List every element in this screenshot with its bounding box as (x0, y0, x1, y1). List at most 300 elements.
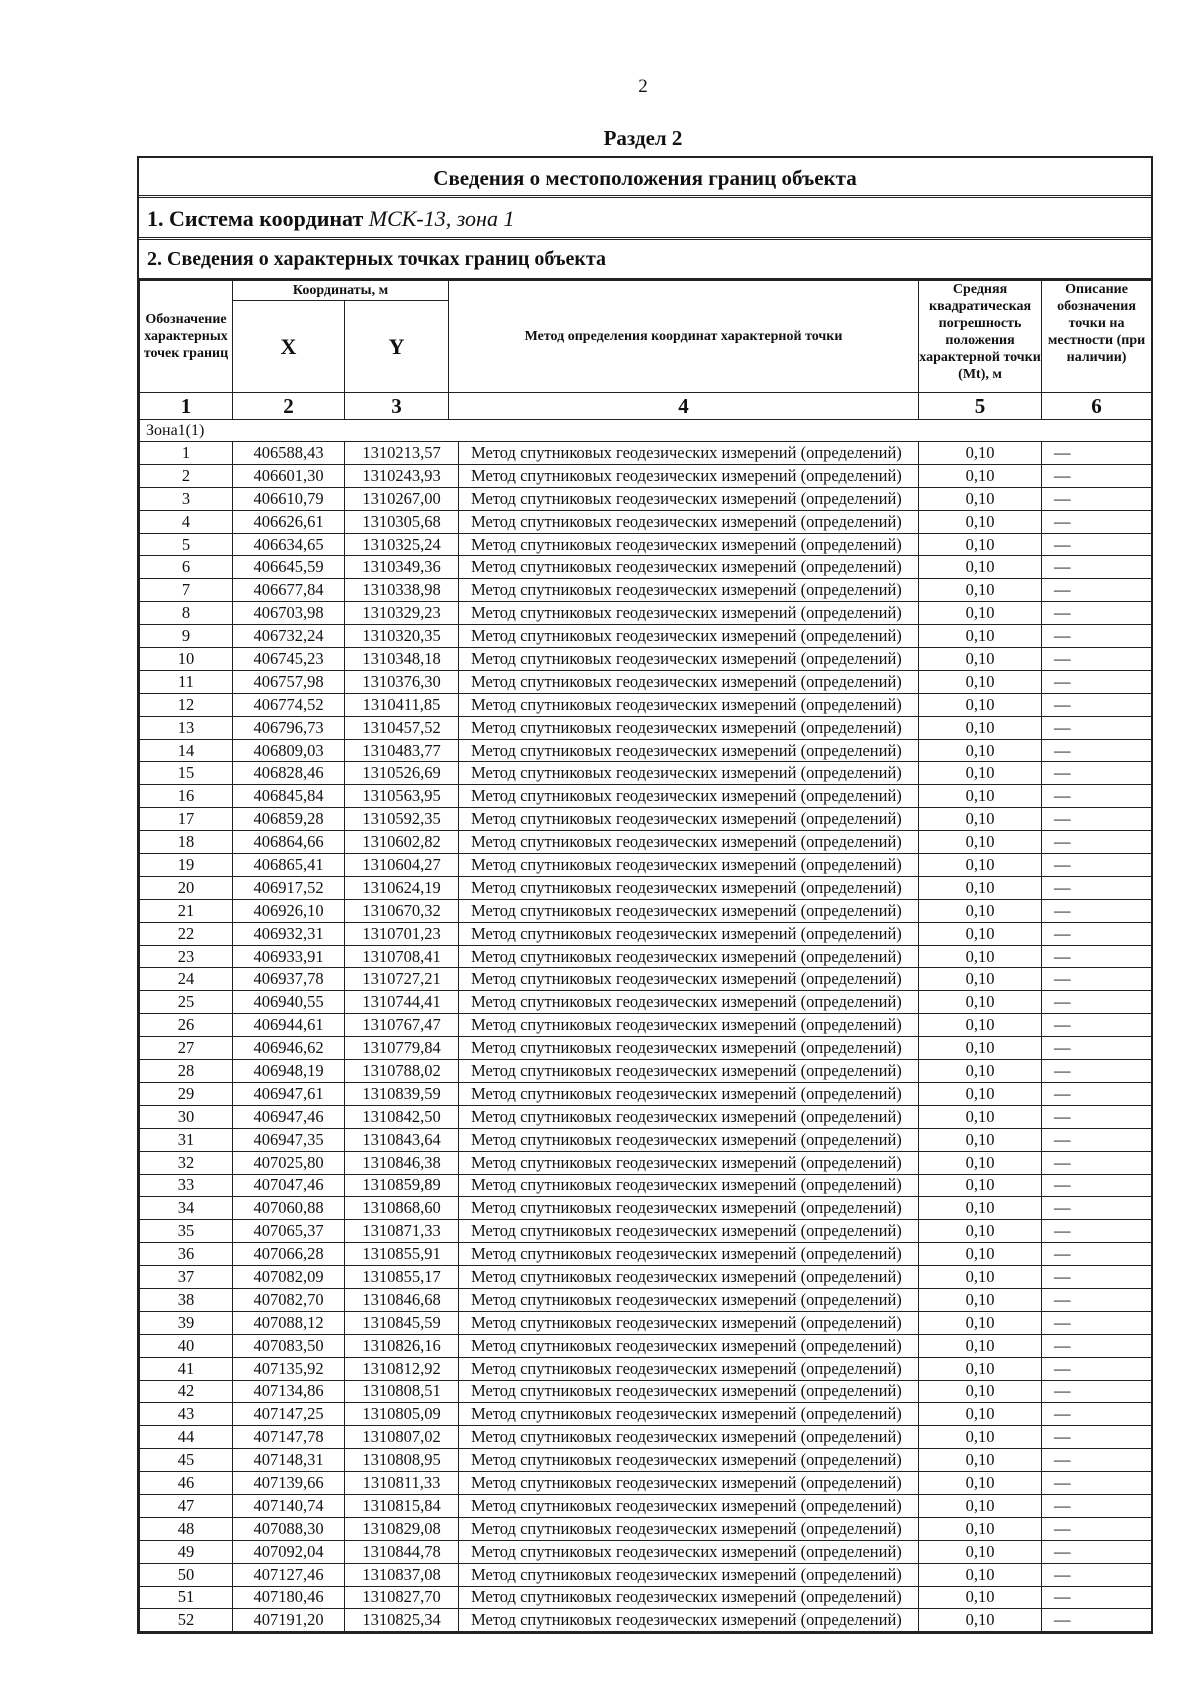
point-x: 406745,23 (233, 648, 345, 671)
point-method: Метод спутниковых геодезических измерений (определений) (459, 968, 919, 991)
point-description: — (1042, 1243, 1152, 1266)
section-title: Раздел 2 (603, 126, 683, 150)
point-description: — (1042, 533, 1152, 556)
point-number: 12 (140, 693, 233, 716)
point-number: 7 (140, 579, 233, 602)
point-number: 23 (140, 945, 233, 968)
point-error: 0,10 (919, 625, 1042, 648)
point-error: 0,10 (919, 899, 1042, 922)
point-y: 1310320,35 (345, 625, 459, 648)
table-row (140, 1266, 1152, 1289)
point-method: Метод спутниковых геодезических измерений (определений) (459, 1105, 919, 1128)
point-method: Метод спутниковых геодезических измерений (определений) (459, 533, 919, 556)
point-error: 0,10 (919, 602, 1042, 625)
table-title: Сведения о местоположения границ объекта (139, 158, 1151, 198)
table-row (140, 1311, 1152, 1334)
point-y: 1310812,92 (345, 1357, 459, 1380)
table-row (140, 487, 1152, 510)
point-y: 1310808,95 (345, 1449, 459, 1472)
point-number: 43 (140, 1403, 233, 1426)
point-method: Метод спутниковых геодезических измерений (определений) (459, 670, 919, 693)
point-x: 406601,30 (233, 464, 345, 487)
point-number: 17 (140, 808, 233, 831)
point-number: 33 (140, 1174, 233, 1197)
point-description: — (1042, 1128, 1152, 1151)
col-number-5: 5 (919, 393, 1042, 420)
point-error: 0,10 (919, 716, 1042, 739)
point-number: 13 (140, 716, 233, 739)
point-number: 45 (140, 1449, 233, 1472)
point-y: 1310826,16 (345, 1334, 459, 1357)
point-method: Метод спутниковых геодезических измерений (определений) (459, 991, 919, 1014)
point-number: 25 (140, 991, 233, 1014)
point-y: 1310563,95 (345, 785, 459, 808)
point-description: — (1042, 510, 1152, 533)
table-row (140, 1586, 1152, 1609)
point-x: 406809,03 (233, 739, 345, 762)
table-row (140, 968, 1152, 991)
point-error: 0,10 (919, 1014, 1042, 1037)
table-row (140, 1243, 1152, 1266)
point-y: 1310457,52 (345, 716, 459, 739)
table-row (140, 1563, 1152, 1586)
point-description: — (1042, 968, 1152, 991)
point-method: Метод спутниковых геодезических измерений (определений) (459, 579, 919, 602)
point-x: 407047,46 (233, 1174, 345, 1197)
point-error: 0,10 (919, 1311, 1042, 1334)
point-description: — (1042, 1014, 1152, 1037)
point-method: Метод спутниковых геодезических измерений (определений) (459, 1243, 919, 1266)
point-number: 46 (140, 1472, 233, 1495)
point-number: 27 (140, 1037, 233, 1060)
table-row (140, 739, 1152, 762)
table-row (140, 854, 1152, 877)
point-description: — (1042, 1609, 1152, 1632)
point-number: 9 (140, 625, 233, 648)
point-error: 0,10 (919, 1586, 1042, 1609)
point-description: — (1042, 991, 1152, 1014)
point-method: Метод спутниковых геодезических измерений (определений) (459, 1586, 919, 1609)
table-row (140, 1082, 1152, 1105)
table-row (140, 625, 1152, 648)
point-x: 407147,25 (233, 1403, 345, 1426)
table-row (140, 533, 1152, 556)
point-number: 16 (140, 785, 233, 808)
point-method: Метод спутниковых геодезических измерений (определений) (459, 1174, 919, 1197)
table-row (140, 556, 1152, 579)
point-y: 1310827,70 (345, 1586, 459, 1609)
point-y: 1310708,41 (345, 945, 459, 968)
point-number: 44 (140, 1426, 233, 1449)
point-method: Метод спутниковых геодезических измерений (определений) (459, 602, 919, 625)
point-y: 1310727,21 (345, 968, 459, 991)
table-row (140, 1014, 1152, 1037)
header-coordinates: Координаты, м (233, 281, 449, 301)
point-y: 1310602,82 (345, 831, 459, 854)
point-x: 406937,78 (233, 968, 345, 991)
point-error: 0,10 (919, 1037, 1042, 1060)
table-row (140, 648, 1152, 671)
point-y: 1310526,69 (345, 762, 459, 785)
point-method: Метод спутниковых геодезических измерений (определений) (459, 785, 919, 808)
table-row (140, 1403, 1152, 1426)
point-error: 0,10 (919, 1334, 1042, 1357)
header-designation: Обозначение характерных точек границ (140, 281, 233, 393)
point-error: 0,10 (919, 1266, 1042, 1289)
point-description: — (1042, 1266, 1152, 1289)
table-row (140, 442, 1152, 465)
table-row (140, 922, 1152, 945)
point-error: 0,10 (919, 1517, 1042, 1540)
point-x: 406610,79 (233, 487, 345, 510)
point-x: 406946,62 (233, 1037, 345, 1060)
point-description: — (1042, 1586, 1152, 1609)
coordinate-system-row (139, 198, 1151, 240)
page-number: 2 (638, 76, 648, 97)
point-number: 8 (140, 602, 233, 625)
point-x: 407060,88 (233, 1197, 345, 1220)
table-row (140, 693, 1152, 716)
table-row (140, 785, 1152, 808)
point-error: 0,10 (919, 945, 1042, 968)
point-method: Метод спутниковых геодезических измерений (определений) (459, 464, 919, 487)
point-x: 406645,59 (233, 556, 345, 579)
table-row (140, 1517, 1152, 1540)
point-number: 47 (140, 1494, 233, 1517)
point-method: Метод спутниковых геодезических измерений (определений) (459, 1472, 919, 1495)
table-row (140, 1197, 1152, 1220)
table-row (140, 510, 1152, 533)
point-method: Метод спутниковых геодезических измерений (определений) (459, 1403, 919, 1426)
point-description: — (1042, 876, 1152, 899)
point-x: 407135,92 (233, 1357, 345, 1380)
table-row (140, 1220, 1152, 1243)
point-description: — (1042, 762, 1152, 785)
point-number: 49 (140, 1540, 233, 1563)
point-number: 28 (140, 1060, 233, 1083)
point-y: 1310844,78 (345, 1540, 459, 1563)
table-row (140, 1151, 1152, 1174)
header-description: Описание обозначения точки на местности (при наличии) (1042, 281, 1152, 393)
point-error: 0,10 (919, 739, 1042, 762)
point-description: — (1042, 1357, 1152, 1380)
point-x: 407083,50 (233, 1334, 345, 1357)
zone-label: Зона1(1) (140, 420, 1152, 442)
point-number: 20 (140, 876, 233, 899)
point-error: 0,10 (919, 762, 1042, 785)
point-description: — (1042, 1426, 1152, 1449)
point-x: 406947,46 (233, 1105, 345, 1128)
point-number: 37 (140, 1266, 233, 1289)
point-description: — (1042, 625, 1152, 648)
point-y: 1310348,18 (345, 648, 459, 671)
point-number: 41 (140, 1357, 233, 1380)
point-description: — (1042, 1105, 1152, 1128)
point-number: 36 (140, 1243, 233, 1266)
point-description: — (1042, 487, 1152, 510)
table-row (140, 1037, 1152, 1060)
point-method: Метод спутниковых геодезических измерений (определений) (459, 762, 919, 785)
point-x: 406677,84 (233, 579, 345, 602)
point-error: 0,10 (919, 1563, 1042, 1586)
point-y: 1310213,57 (345, 442, 459, 465)
point-x: 406947,35 (233, 1128, 345, 1151)
point-y: 1310845,59 (345, 1311, 459, 1334)
point-error: 0,10 (919, 556, 1042, 579)
point-method: Метод спутниковых геодезических измерений (определений) (459, 625, 919, 648)
point-error: 0,10 (919, 968, 1042, 991)
point-method: Метод спутниковых геодезических измерений (определений) (459, 1334, 919, 1357)
point-number: 18 (140, 831, 233, 854)
point-y: 1310868,60 (345, 1197, 459, 1220)
point-number: 26 (140, 1014, 233, 1037)
point-description: — (1042, 1380, 1152, 1403)
point-description: — (1042, 945, 1152, 968)
point-method: Метод спутниковых геодезических измерений (определений) (459, 1449, 919, 1472)
point-method: Метод спутниковых геодезических измерений (определений) (459, 1311, 919, 1334)
point-error: 0,10 (919, 1151, 1042, 1174)
table-row (140, 1357, 1152, 1380)
point-number: 35 (140, 1220, 233, 1243)
point-number: 39 (140, 1311, 233, 1334)
point-error: 0,10 (919, 1220, 1042, 1243)
point-description: — (1042, 1472, 1152, 1495)
point-method: Метод спутниковых геодезических измерений (определений) (459, 739, 919, 762)
point-method: Метод спутниковых геодезических измерений (определений) (459, 1037, 919, 1060)
point-description: — (1042, 1540, 1152, 1563)
point-error: 0,10 (919, 1494, 1042, 1517)
point-y: 1310604,27 (345, 854, 459, 877)
point-error: 0,10 (919, 442, 1042, 465)
point-x: 407082,70 (233, 1288, 345, 1311)
point-error: 0,10 (919, 1403, 1042, 1426)
point-x: 407139,66 (233, 1472, 345, 1495)
point-description: — (1042, 464, 1152, 487)
point-number: 24 (140, 968, 233, 991)
point-number: 29 (140, 1082, 233, 1105)
header-method: Метод определения координат характерной точки (449, 281, 919, 393)
point-error: 0,10 (919, 1472, 1042, 1495)
point-y: 1310670,32 (345, 899, 459, 922)
point-y: 1310329,23 (345, 602, 459, 625)
table-row (140, 1472, 1152, 1495)
point-x: 406944,61 (233, 1014, 345, 1037)
point-error: 0,10 (919, 670, 1042, 693)
point-x: 407147,78 (233, 1426, 345, 1449)
point-x: 406757,98 (233, 670, 345, 693)
point-method: Метод спутниковых геодезических измерений (определений) (459, 693, 919, 716)
table-row (140, 876, 1152, 899)
boundary-table-frame (137, 156, 1153, 1634)
point-error: 0,10 (919, 510, 1042, 533)
point-error: 0,10 (919, 785, 1042, 808)
point-number: 32 (140, 1151, 233, 1174)
point-error: 0,10 (919, 991, 1042, 1014)
point-y: 1310855,17 (345, 1266, 459, 1289)
point-y: 1310349,36 (345, 556, 459, 579)
point-y: 1310483,77 (345, 739, 459, 762)
point-description: — (1042, 1037, 1152, 1060)
point-error: 0,10 (919, 579, 1042, 602)
point-y: 1310807,02 (345, 1426, 459, 1449)
point-method: Метод спутниковых геодезических измерений (определений) (459, 1609, 919, 1632)
point-number: 52 (140, 1609, 233, 1632)
point-x: 406917,52 (233, 876, 345, 899)
header-error: Средняя квадратическая погрешность положения характерной точки (Mt), м (919, 281, 1042, 393)
point-method: Метод спутниковых геодезических измерений (определений) (459, 1517, 919, 1540)
point-error: 0,10 (919, 808, 1042, 831)
point-x: 406774,52 (233, 693, 345, 716)
point-number: 22 (140, 922, 233, 945)
table-row (140, 1380, 1152, 1403)
point-y: 1310701,23 (345, 922, 459, 945)
col-number-4: 4 (449, 393, 919, 420)
point-y: 1310843,64 (345, 1128, 459, 1151)
point-y: 1310325,24 (345, 533, 459, 556)
point-x: 406634,65 (233, 533, 345, 556)
point-number: 6 (140, 556, 233, 579)
table-row (140, 464, 1152, 487)
point-description: — (1042, 1403, 1152, 1426)
table-row (140, 670, 1152, 693)
point-error: 0,10 (919, 1357, 1042, 1380)
point-error: 0,10 (919, 1449, 1042, 1472)
point-y: 1310846,68 (345, 1288, 459, 1311)
point-number: 42 (140, 1380, 233, 1403)
table-row (140, 991, 1152, 1014)
point-x: 406859,28 (233, 808, 345, 831)
table-row (140, 1105, 1152, 1128)
point-x: 407066,28 (233, 1243, 345, 1266)
point-y: 1310846,38 (345, 1151, 459, 1174)
point-description: — (1042, 1449, 1152, 1472)
point-y: 1310829,08 (345, 1517, 459, 1540)
point-x: 406940,55 (233, 991, 345, 1014)
point-method: Метод спутниковых геодезических измерений (определений) (459, 1357, 919, 1380)
point-description: — (1042, 602, 1152, 625)
point-description: — (1042, 1220, 1152, 1243)
point-error: 0,10 (919, 854, 1042, 877)
point-description: — (1042, 785, 1152, 808)
point-y: 1310411,85 (345, 693, 459, 716)
point-y: 1310842,50 (345, 1105, 459, 1128)
point-method: Метод спутниковых геодезических измерений (определений) (459, 876, 919, 899)
point-number: 3 (140, 487, 233, 510)
point-x: 406588,43 (233, 442, 345, 465)
point-description: — (1042, 808, 1152, 831)
point-description: — (1042, 1563, 1152, 1586)
table-row (140, 1426, 1152, 1449)
point-error: 0,10 (919, 1105, 1042, 1128)
point-method: Метод спутниковых геодезических измерений (определений) (459, 1288, 919, 1311)
point-y: 1310767,47 (345, 1014, 459, 1037)
point-description: — (1042, 670, 1152, 693)
point-x: 407127,46 (233, 1563, 345, 1586)
point-method: Метод спутниковых геодезических измерений (определений) (459, 1082, 919, 1105)
point-description: — (1042, 899, 1152, 922)
point-error: 0,10 (919, 831, 1042, 854)
col-number-6: 6 (1042, 393, 1152, 420)
point-method: Метод спутниковых геодезических измерений (определений) (459, 1014, 919, 1037)
point-method: Метод спутниковых геодезических измерений (определений) (459, 945, 919, 968)
point-number: 4 (140, 510, 233, 533)
point-description: — (1042, 1517, 1152, 1540)
point-x: 407134,86 (233, 1380, 345, 1403)
point-description: — (1042, 1494, 1152, 1517)
point-number: 5 (140, 533, 233, 556)
point-number: 14 (140, 739, 233, 762)
point-description: — (1042, 579, 1152, 602)
point-x: 406865,41 (233, 854, 345, 877)
point-method: Метод спутниковых геодезических измерений (определений) (459, 1494, 919, 1517)
point-number: 38 (140, 1288, 233, 1311)
point-x: 406948,19 (233, 1060, 345, 1083)
point-y: 1310744,41 (345, 991, 459, 1014)
point-x: 406703,98 (233, 602, 345, 625)
point-method: Метод спутниковых геодезических измерений (определений) (459, 1266, 919, 1289)
point-description: — (1042, 648, 1152, 671)
coordinate-system-label: 1. Система координат (147, 206, 364, 231)
point-x: 407065,37 (233, 1220, 345, 1243)
point-number: 15 (140, 762, 233, 785)
point-x: 407088,12 (233, 1311, 345, 1334)
col-number-2: 2 (233, 393, 345, 420)
point-x: 406864,66 (233, 831, 345, 854)
point-x: 407088,30 (233, 1517, 345, 1540)
point-description: — (1042, 1151, 1152, 1174)
point-y: 1310243,93 (345, 464, 459, 487)
point-description: — (1042, 442, 1152, 465)
point-y: 1310788,02 (345, 1060, 459, 1083)
point-y: 1310805,09 (345, 1403, 459, 1426)
point-y: 1310592,35 (345, 808, 459, 831)
point-description: — (1042, 739, 1152, 762)
point-description: — (1042, 1288, 1152, 1311)
point-method: Метод спутниковых геодезических измерений (определений) (459, 1563, 919, 1586)
point-error: 0,10 (919, 1174, 1042, 1197)
point-y: 1310859,89 (345, 1174, 459, 1197)
point-x: 407148,31 (233, 1449, 345, 1472)
point-y: 1310338,98 (345, 579, 459, 602)
point-method: Метод спутниковых геодезических измерений (определений) (459, 1540, 919, 1563)
table-row (140, 579, 1152, 602)
col-number-1: 1 (140, 393, 233, 420)
points-heading: 2. Сведения о характерных точках границ объекта (139, 240, 1151, 280)
point-number: 48 (140, 1517, 233, 1540)
point-error: 0,10 (919, 464, 1042, 487)
point-x: 407180,46 (233, 1586, 345, 1609)
point-number: 34 (140, 1197, 233, 1220)
table-row (140, 1540, 1152, 1563)
point-y: 1310815,84 (345, 1494, 459, 1517)
point-method: Метод спутниковых геодезических измерений (определений) (459, 648, 919, 671)
point-method: Метод спутниковых геодезических измерений (определений) (459, 1060, 919, 1083)
point-method: Метод спутниковых геодезических измерений (определений) (459, 510, 919, 533)
point-error: 0,10 (919, 1082, 1042, 1105)
point-method: Метод спутниковых геодезических измерений (определений) (459, 716, 919, 739)
point-number: 1 (140, 442, 233, 465)
point-y: 1310779,84 (345, 1037, 459, 1060)
point-x: 406796,73 (233, 716, 345, 739)
point-error: 0,10 (919, 1380, 1042, 1403)
point-number: 19 (140, 854, 233, 877)
table-row (140, 602, 1152, 625)
point-method: Метод спутниковых геодезических измерений (определений) (459, 1426, 919, 1449)
point-method: Метод спутниковых геодезических измерений (определений) (459, 854, 919, 877)
point-method: Метод спутниковых геодезических измерений (определений) (459, 899, 919, 922)
point-y: 1310871,33 (345, 1220, 459, 1243)
point-error: 0,10 (919, 1060, 1042, 1083)
